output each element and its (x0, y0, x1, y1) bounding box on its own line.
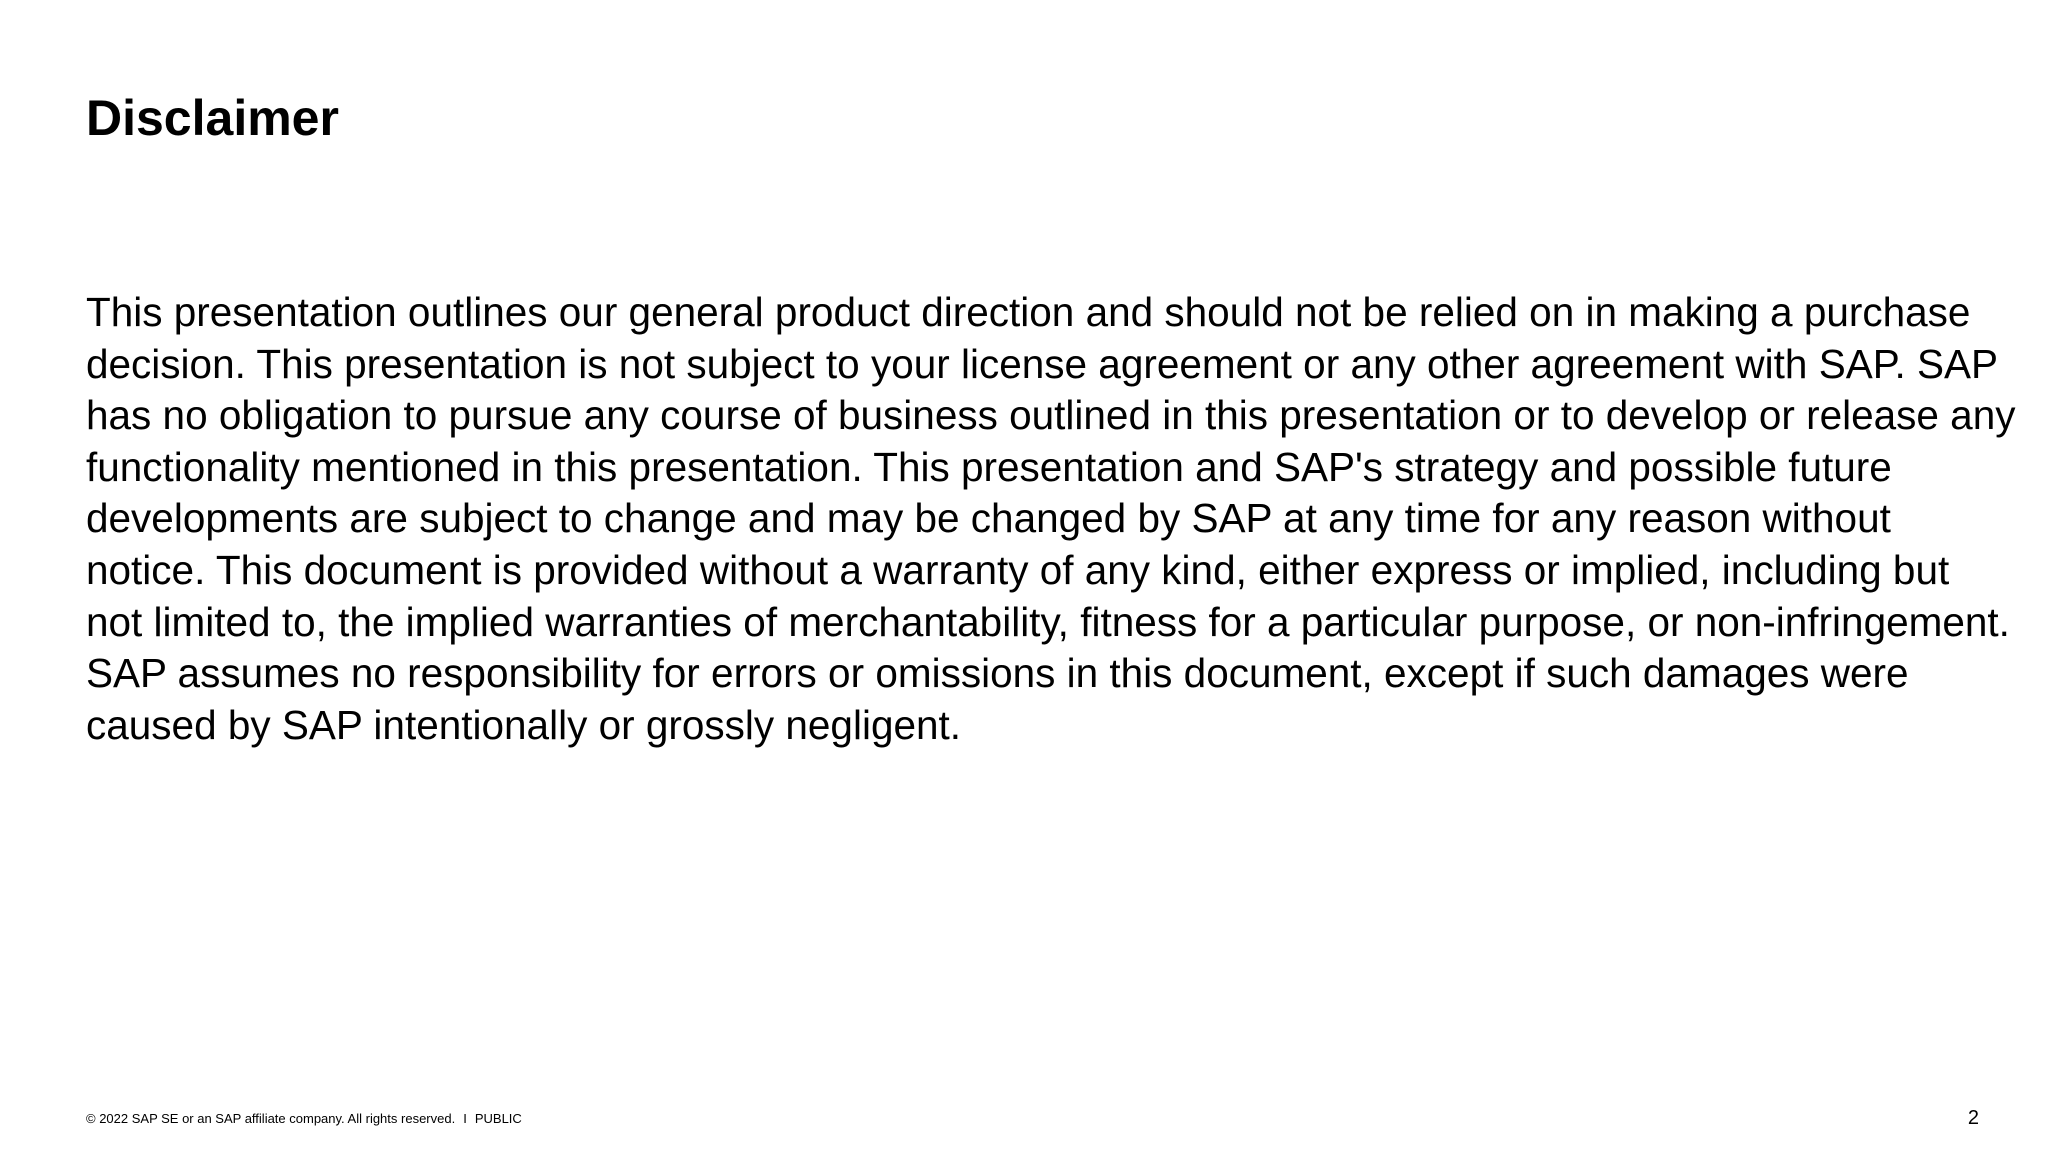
slide-footer (86, 1111, 522, 1127)
footer-separator: I (463, 1111, 467, 1126)
disclaimer-body: This presentation outlines our general product direction and should not be relied on in making a purchase decision. This presentation is not subject to your license agreement or any other agreement with SAP. SAP has no obligation to pursue any course of business outlined in this presentation or to develop or release any functionality mentioned in this presentation. This presentation and SAP's strategy and possible future developments are subject to change and may be changed by SAP at any time for any reason without notice. This document is provided without a warranty of any kind, either express or implied, including but not limited to, the implied warranties of merchantability, fitness for a particular purpose, or non-infringement. SAP assumes no responsibility for errors or omissions in this document, except if such damages were caused by SAP intentionally or grossly negligent. (86, 289, 2016, 748)
slide-title: Disclaimer (86, 90, 339, 146)
page-number: 2 (1967, 1107, 1979, 1129)
classification-label: PUBLIC (474, 1111, 522, 1126)
copyright-notice: © 2022 SAP SE or an SAP affiliate company. All rights reserved. (86, 1111, 456, 1126)
